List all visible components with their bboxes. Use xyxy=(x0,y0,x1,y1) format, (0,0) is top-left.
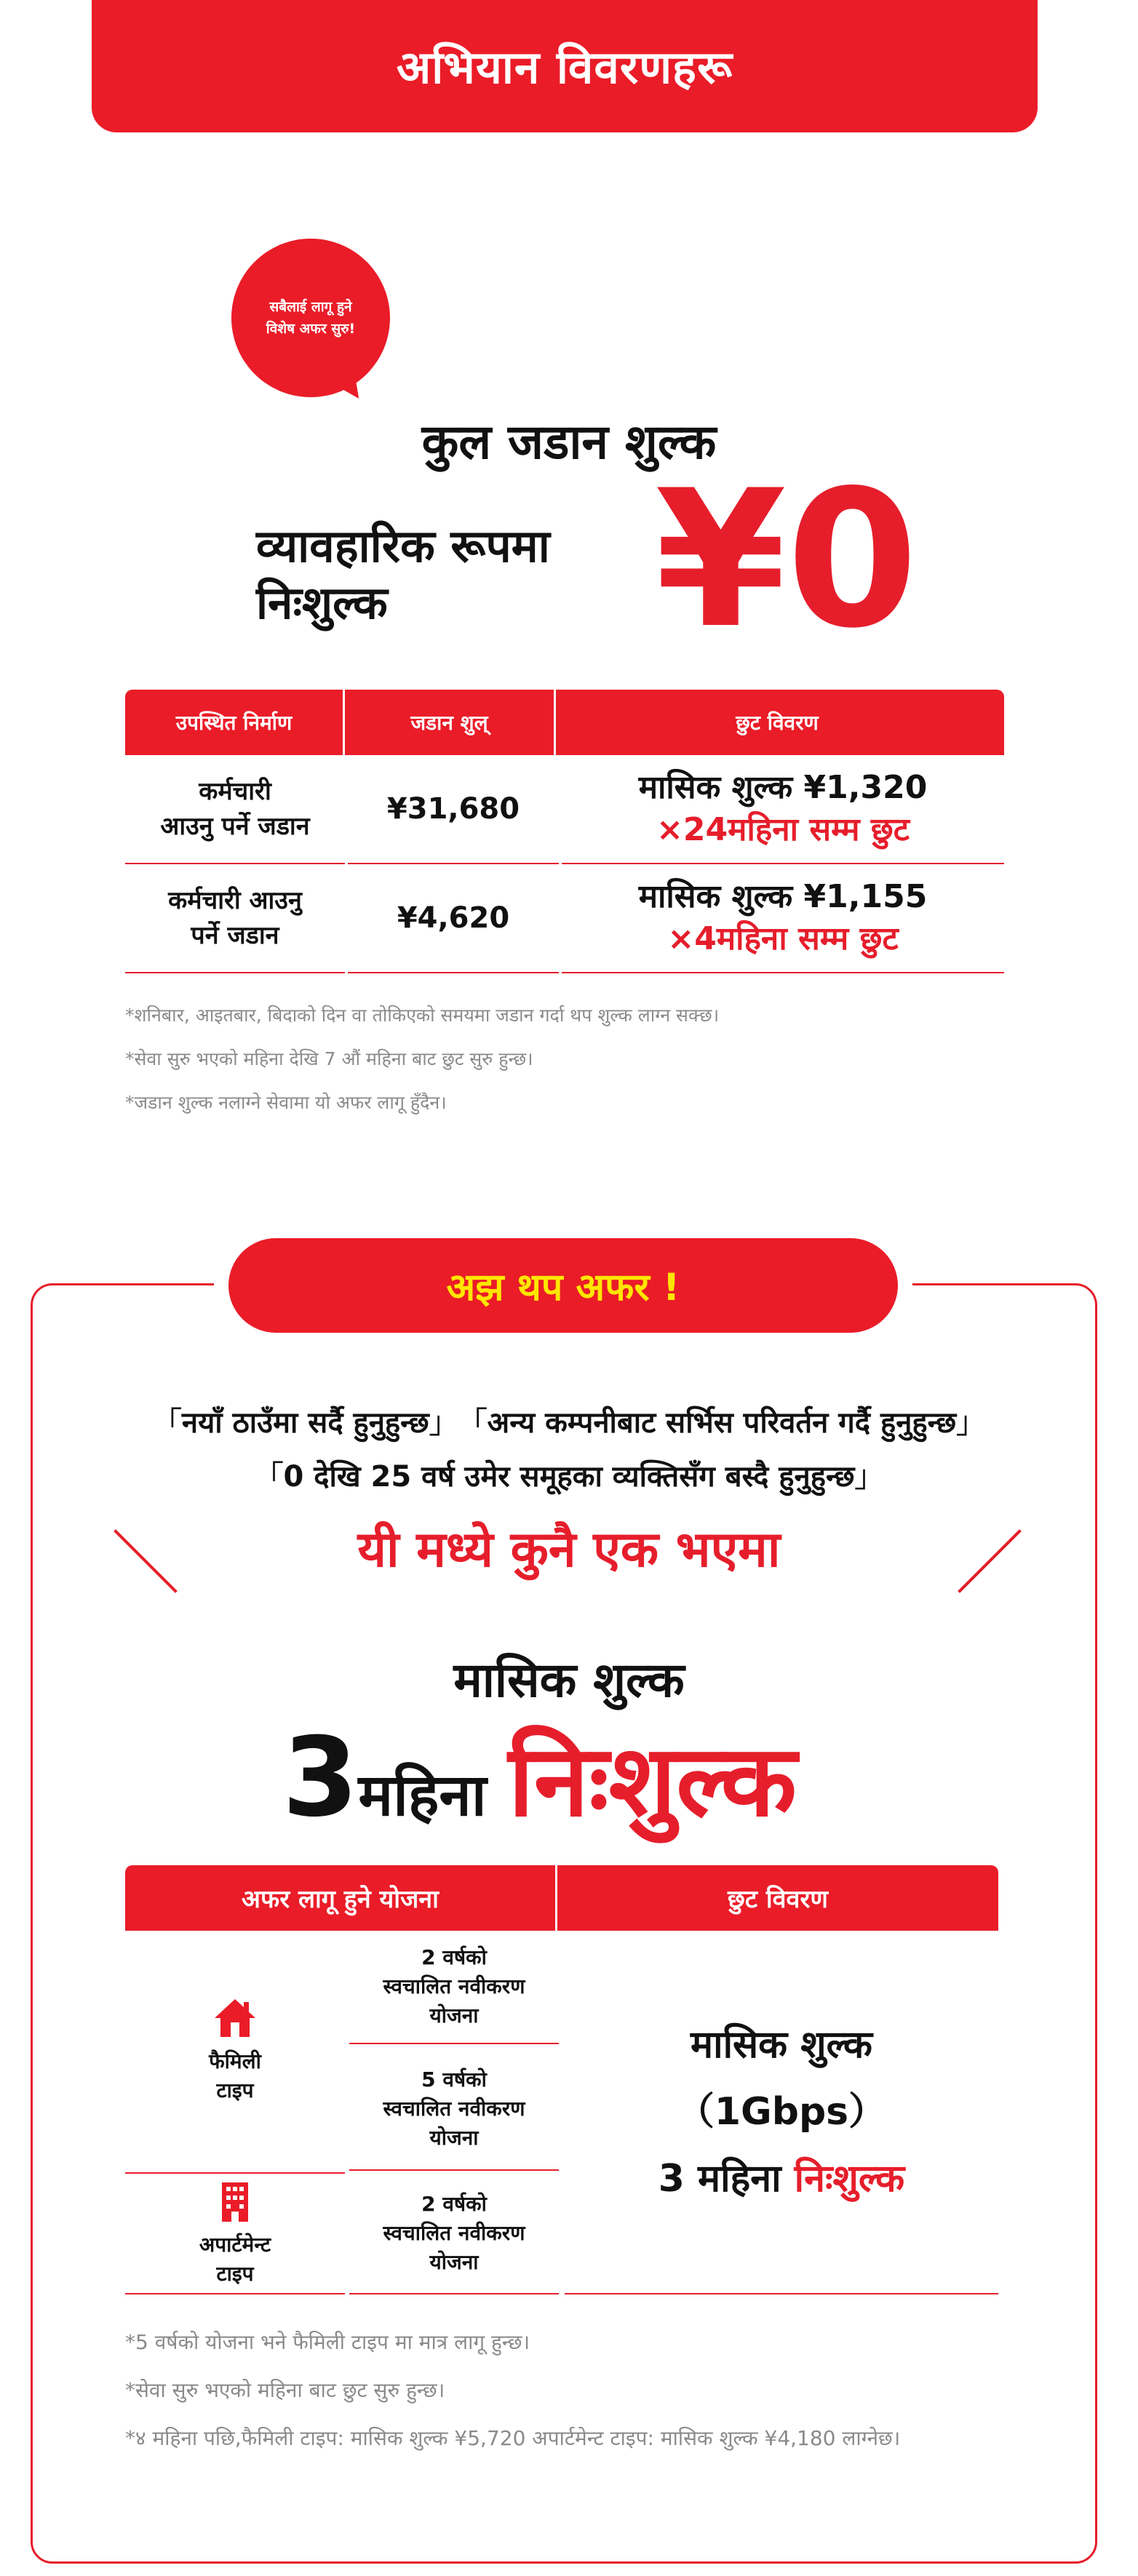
footnote: *४ महिना पछि,फैमिली टाइप: मासिक शुल्क ¥5,720 अपार्टमेन्ट टाइप: मासिक शुल्क ¥4,180 लाग्नेछ। xyxy=(125,2426,901,2450)
col-header-building: उपस्थित निर्माण xyxy=(125,690,345,755)
plan-cell: 2 वर्षको स्वचालित नवीकरण योजना xyxy=(349,2174,559,2294)
table-row xyxy=(125,755,1004,864)
more-offer-label: अझ थप अफर ! xyxy=(446,1265,680,1309)
monthly-fee-heading: मासिक शुल्क xyxy=(453,1652,685,1708)
row-discount: मासिक शुल्क ¥1,155 ×4महिना सम्म छुट xyxy=(562,864,1004,973)
plan-cell: 2 वर्षको स्वचालित नवीकरण योजना xyxy=(349,1931,559,2044)
if-any-one-applies: यी मध्ये कुनै एक भएमा xyxy=(357,1521,781,1579)
col-header-fee: जडान शुल् xyxy=(345,690,556,755)
footnote: *जडान शुल्क नलाग्ने सेवामा यो अफर लागू हुँदैन। xyxy=(125,1092,447,1113)
months-count: 3 xyxy=(282,1715,359,1841)
free-label: निःशुल्क xyxy=(508,1724,797,1839)
connection-fee-table xyxy=(125,690,1004,973)
row-fee: ¥4,620 xyxy=(348,864,559,973)
discount-detail xyxy=(565,1931,998,2294)
header-banner xyxy=(92,0,1038,132)
practically-free-label xyxy=(256,518,634,631)
col-header-discount: छुट विवरण xyxy=(728,1885,828,1914)
detail-line-1: मासिक शुल्क xyxy=(691,2023,872,2067)
house-icon xyxy=(212,1996,258,2040)
col-header-discount: छुट विवरण xyxy=(736,711,819,735)
row-label: कर्मचारी आउनु पर्ने जडान xyxy=(125,755,345,864)
footnote: *सेवा सुरु भएको महिना बाट छुट सुरु हुन्छ। xyxy=(125,2378,445,2402)
table-row xyxy=(125,864,1004,973)
bubble-line-1: सबैलाई लागू हुने xyxy=(269,299,352,315)
footnote: *5 वर्षको योजना भने फैमिली टाइप मा मात्र लागू हुन्छ। xyxy=(125,2330,530,2354)
page-title: अभियान विवरणहरू xyxy=(396,41,733,94)
detail-line-3: 3 महिना निःशुल्क xyxy=(658,2157,905,2201)
apartment-type-cell: अपार्टमेन्ट टाइप xyxy=(125,2174,345,2294)
plan-cell: 5 वर्षको स्वचालित नवीकरण योजना xyxy=(349,2049,559,2171)
footnote: *शनिबार, आइतबार, बिदाको दिन वा तोकिएको समयमा जडान गर्दा थप शुल्क लाग्न सक्छ। xyxy=(125,1005,720,1026)
condition-line-1: 「नयाँ ठाउँमा सर्दै हुनुहुन्छ」 「अन्य कम्पनीबाट सर्भिस परिवर्तन गर्दै हुनुहुन्छ」 xyxy=(152,1406,986,1440)
bubble-line-2: विशेष अफर सुरु! xyxy=(266,321,356,337)
detail-line-2: （1Gbps） xyxy=(676,2090,887,2134)
condition-line-2: 「0 देखि 25 वर्ष उमेर समूहका व्यक्तिसँग बस्दै हुनुहुन्छ」 xyxy=(254,1460,884,1494)
row-fee: ¥31,680 xyxy=(348,755,559,864)
footnote: *सेवा सुरु भएको महिना देखि 7 औं महिना बाट छुट सुरु हुन्छ। xyxy=(125,1048,533,1069)
divider xyxy=(125,2293,345,2294)
months-unit: महिना xyxy=(358,1761,487,1829)
table-header xyxy=(125,1865,998,1931)
family-type-cell: फैमिली टाइप xyxy=(125,1931,345,2171)
three-months-free xyxy=(282,1710,937,1844)
zero-price: ¥0 xyxy=(655,450,918,670)
free-label-line-1: व्यावहारिक रूपमा xyxy=(256,519,550,573)
free-label-line-2: निःशुल्क xyxy=(256,576,388,629)
row-label: कर्मचारी आउनु पर्ने जडान xyxy=(125,864,345,973)
table-header xyxy=(125,690,1004,755)
more-offer-pill xyxy=(228,1238,898,1333)
col-header-plans: अफर लागू हुने योजना xyxy=(125,1865,557,1931)
connection-fee-heading: कुल जडान शुल्क xyxy=(421,414,717,470)
plan-table xyxy=(125,1865,998,2331)
row-discount: मासिक शुल्क ¥1,320 ×24महिना सम्म छुट xyxy=(562,755,1004,864)
building-icon xyxy=(212,2180,258,2223)
speech-bubble xyxy=(231,239,390,397)
